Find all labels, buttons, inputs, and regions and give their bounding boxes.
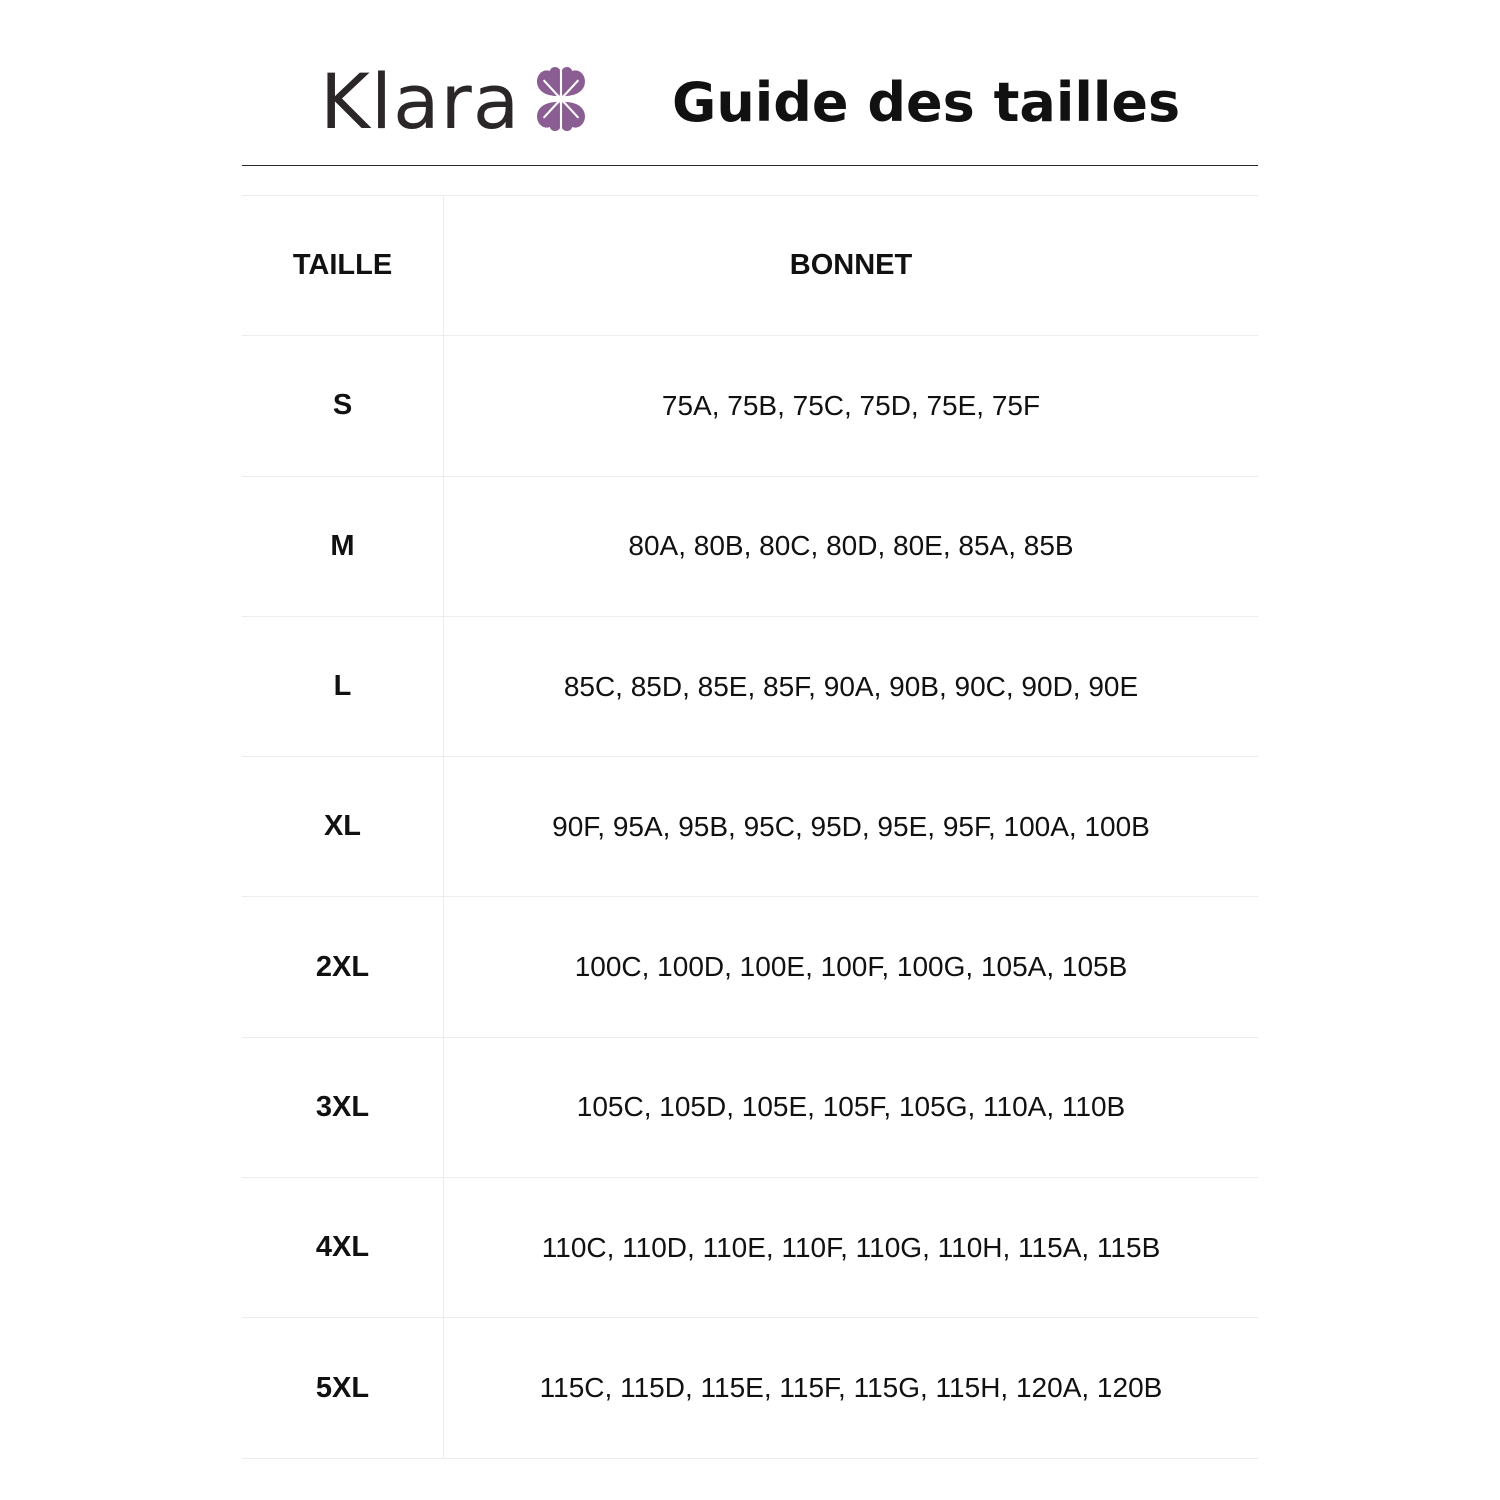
column-header-size: TAILLE	[242, 196, 444, 335]
table-row	[242, 1318, 1258, 1458]
column-header-cups: BONNET	[789, 249, 913, 282]
cups-cell: 75A, 75B, 75C, 75D, 75E, 75F	[661, 389, 1041, 421]
cups-cell: 115C, 115D, 115E, 115F, 115G, 115H, 120A, 120B	[539, 1372, 1163, 1404]
table-row	[242, 757, 1258, 897]
size-cell: XL	[242, 757, 444, 896]
table-row	[242, 336, 1258, 476]
size-cell: S	[242, 336, 444, 475]
size-guide-table	[242, 195, 1258, 1459]
cups-cell: 80A, 80B, 80C, 80D, 80E, 85A, 85B	[628, 530, 1074, 562]
brand-name: Klara	[320, 57, 521, 146]
size-cell: L	[242, 617, 444, 756]
size-cell: 5XL	[242, 1318, 444, 1457]
cups-cell: 90F, 95A, 95B, 95C, 95D, 95E, 95F, 100A, 100B	[552, 810, 1150, 842]
size-cell: 4XL	[242, 1178, 444, 1317]
size-cell: M	[242, 477, 444, 616]
size-cell: 2XL	[242, 897, 444, 1036]
cups-cell: 110C, 110D, 110E, 110F, 110G, 110H, 115A, 115B	[541, 1231, 1161, 1263]
table-row	[242, 1178, 1258, 1318]
cups-cell: 100C, 100D, 100E, 100F, 100G, 105A, 105B	[574, 951, 1128, 983]
size-cell: 3XL	[242, 1038, 444, 1177]
cups-cell: 85C, 85D, 85E, 85F, 90A, 90B, 90C, 90D, 90E	[563, 670, 1139, 702]
table-row	[242, 897, 1258, 1037]
table-header-row	[242, 196, 1258, 336]
table-row	[242, 1038, 1258, 1178]
brand-logo	[320, 57, 596, 146]
table-row	[242, 477, 1258, 617]
page-title: Guide des tailles	[672, 71, 1181, 134]
cups-cell: 105C, 105D, 105E, 105F, 105G, 110A, 110B	[576, 1091, 1126, 1123]
page-header	[242, 0, 1258, 166]
flower-icon	[526, 64, 596, 134]
table-row	[242, 617, 1258, 757]
